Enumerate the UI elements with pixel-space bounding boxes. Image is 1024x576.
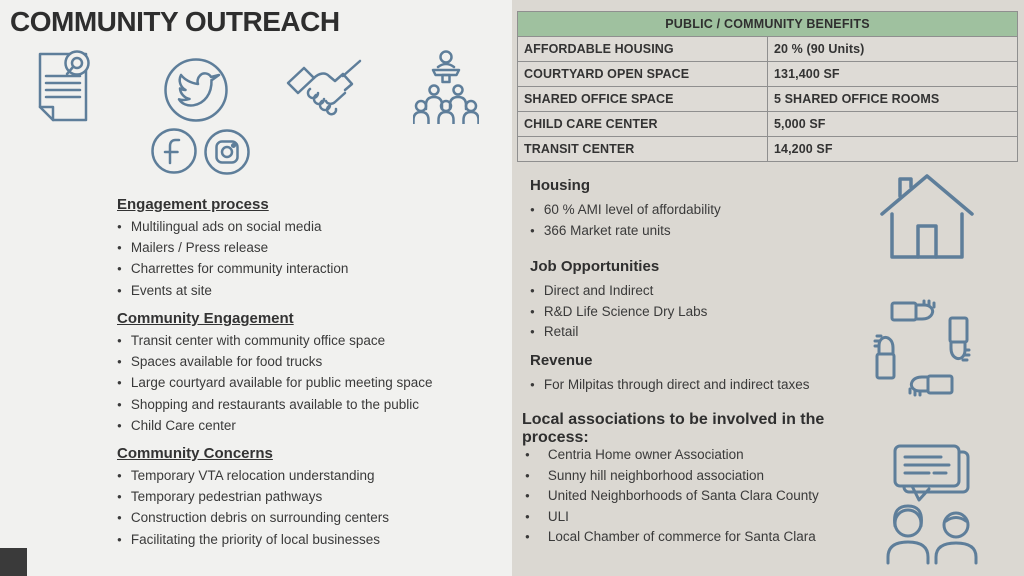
list-item-text: ● Mailers / Press release (130, 240, 269, 256)
list-item (117, 466, 517, 487)
section-job-opportunities (530, 258, 860, 344)
list-item-text: ● Temporary pedestrian pathways (130, 489, 323, 505)
list-item (117, 281, 517, 302)
list-item-text: ● Charrettes for community interaction (130, 261, 349, 277)
benefit-value-cell: 20 % (90 Units) (768, 37, 1018, 62)
list-item (117, 508, 517, 529)
list-item-text: ● 366 Market rate units (543, 222, 671, 238)
list-item (117, 217, 517, 238)
list-item (117, 487, 517, 508)
benefit-label-cell: TRANSIT CENTER (518, 137, 768, 162)
benefit-value-cell: 5 SHARED OFFICE ROOMS (768, 87, 1018, 112)
list-item (117, 352, 517, 373)
list-item-text: ● Sunny hill neighborhood association (547, 467, 764, 483)
table-header-row (518, 12, 1018, 37)
handshake-icon (285, 57, 363, 121)
list-item (525, 446, 870, 467)
benefit-value-cell: 131,400 SF (768, 62, 1018, 87)
benefit-value-cell: 14,200 SF (768, 137, 1018, 162)
list-item (525, 528, 870, 549)
right-panel (512, 0, 1024, 576)
table-title: PUBLIC / COMMUNITY BENEFITS (518, 12, 1018, 37)
list-item-text: ● Multilingual ads on social media (130, 219, 322, 234)
section-heading: Community Concerns (117, 445, 273, 462)
list-item (530, 376, 860, 397)
benefit-label-cell: SHARED OFFICE SPACE (518, 87, 768, 112)
benefit-label-cell: COURTYARD OPEN SPACE (518, 62, 768, 87)
list-item (525, 467, 870, 488)
list-item-text: ● Temporary VTA relocation understanding (130, 468, 375, 483)
list-item-text: ● Events at site (130, 282, 212, 298)
list-item (525, 508, 870, 529)
table-row (518, 62, 1018, 87)
section-revenue (530, 352, 860, 397)
list-item-text: ● Local Chamber of commerce for Santa Clara (547, 529, 816, 545)
list-item (117, 416, 517, 437)
list-item (530, 323, 860, 344)
benefit-label-cell: CHILD CARE CENTER (518, 112, 768, 137)
list-item (530, 201, 860, 222)
instagram-icon (203, 128, 251, 176)
list-item (117, 373, 517, 394)
table-row (518, 112, 1018, 137)
document-search-icon (32, 50, 94, 128)
section-heading: Community Engagement (117, 310, 294, 327)
house-icon (878, 169, 976, 261)
section-heading: Job Opportunities (530, 258, 660, 275)
benefit-label-cell: AFFORDABLE HOUSING (518, 37, 768, 62)
table-row (518, 87, 1018, 112)
list-item (530, 303, 860, 324)
section-housing (530, 177, 860, 242)
twitter-icon (162, 56, 230, 124)
benefit-value-cell: 5,000 SF (768, 112, 1018, 137)
list-item-text: ● Retail (543, 324, 579, 339)
list-item (117, 395, 517, 416)
section-heading: Revenue (530, 352, 593, 369)
list-item-text: ● Transit center with community office space (130, 333, 386, 348)
list-item (530, 282, 860, 303)
associations-list (525, 446, 870, 549)
section-community-concerns (117, 444, 517, 551)
associations-heading: Local associations to be involved in the process: (522, 411, 825, 446)
facebook-icon (150, 127, 198, 175)
table-row (518, 137, 1018, 162)
list-item-text: ● Child Care center (130, 417, 236, 433)
teamwork-hands-icon (872, 295, 972, 401)
corner-accent-square (0, 548, 27, 576)
list-item (117, 259, 517, 280)
list-item (117, 530, 517, 551)
list-item-text: ● United Neighborhoods of Santa Clara County (547, 488, 819, 504)
section-heading: Housing (530, 177, 590, 194)
table-row (518, 37, 1018, 62)
section-heading: Engagement process (117, 196, 269, 213)
list-item (117, 331, 517, 352)
list-item-text: ● Direct and Indirect (543, 283, 654, 298)
speaker-podium-audience-icon (413, 50, 479, 124)
list-item (525, 487, 870, 508)
list-item-text: ● Large courtyard available for public meeting space (130, 375, 433, 391)
list-item-text: ● Shopping and restaurants available to the public (130, 396, 420, 412)
list-item-text: ● Facilitating the priority of local businesses (130, 531, 380, 547)
list-item-text: ● 60 % AMI level of affordability (543, 202, 721, 217)
list-item-text: ● For Milpitas through direct and indirect taxes (543, 377, 810, 392)
benefits-table (517, 11, 1018, 162)
list-item-text: ● Spaces available for food trucks (130, 354, 323, 370)
list-item-text: ● R&D Life Science Dry Labs (543, 303, 708, 319)
list-item-text: ● ULI (547, 508, 569, 524)
list-item (117, 238, 517, 259)
list-item-text: ● Centria Home owner Association (547, 447, 744, 462)
section-community-engagement (117, 309, 517, 437)
page-title: COMMUNITY OUTREACH (10, 6, 340, 37)
list-item-text: ● Construction debris on surrounding centers (130, 510, 389, 526)
list-item (530, 222, 860, 243)
section-engagement-process (117, 195, 517, 302)
conversation-icon (874, 443, 982, 565)
